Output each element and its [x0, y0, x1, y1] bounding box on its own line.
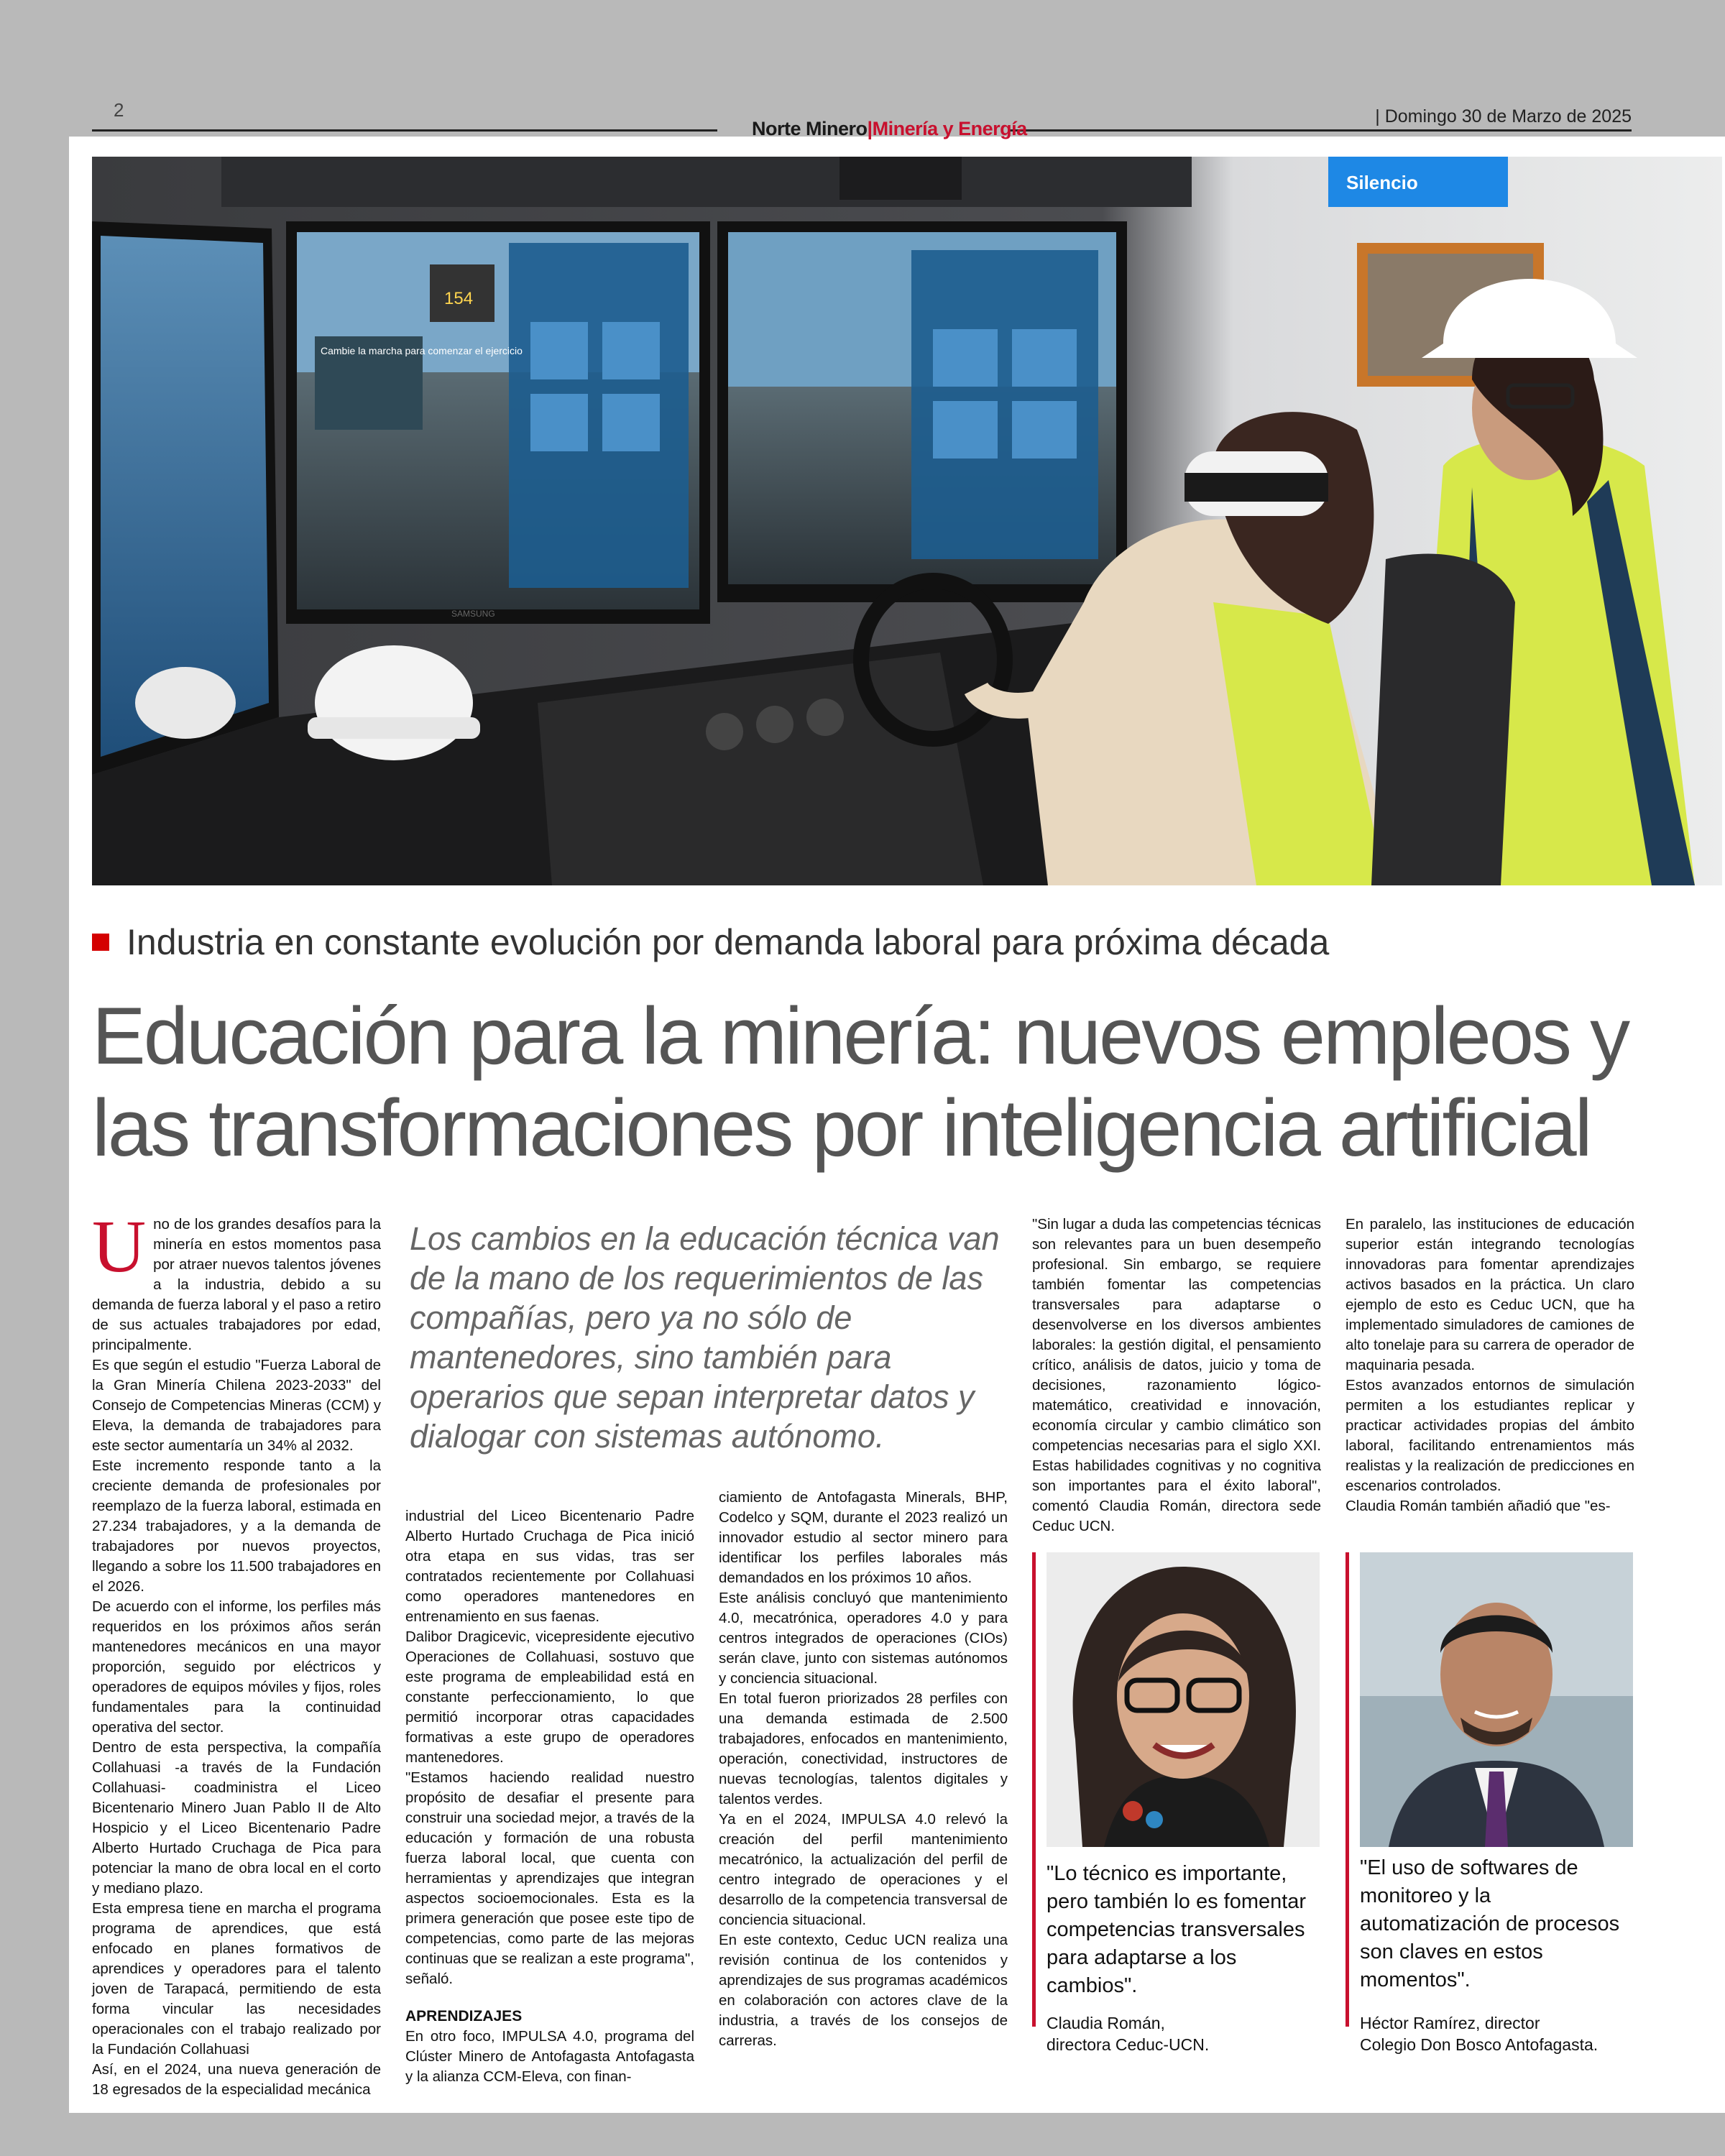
- simulator-counter: 154: [444, 289, 474, 308]
- quote-accent-bar: [1032, 1552, 1036, 2027]
- paragraph: En este contexto, Ceduc UCN realiza una revisión continua de los contenidos y aprendizajes de sus programas académicos en colaboración con actores clave de la industria, a través de los consejos de carreras.: [719, 1932, 1008, 2049]
- paragraph: En total fueron priorizados 28 perfiles con una demanda estimada de 2.500 trabajadores, enfocados en mantenimiento, operación, conectividad, instructores de nuevas tecnologías, talentos digitales y talentos verdes.: [719, 1690, 1008, 1807]
- section-subhead: APRENDIZAJES: [405, 2008, 523, 2024]
- paragraph: industrial del Liceo Bicentenario Padre Alberto Hurtado Cruchaga de Pica inició otra etapa en sus vidas, tras ser contratados recientemente por Collahuasi como operadores mantenedores en entrenamiento en sus faenas.: [405, 1508, 694, 1625]
- quote-claudia: "Lo técnico es importante, pero también lo es fomentar competencias transversales para adaptarse a los cambios".: [1046, 1862, 1307, 1997]
- paragraph: Dalibor Dragicevic, vicepresidente ejecutivo Operaciones de Collahuasi, sostuvo que este programa de empleabilidad está en constante perfeccionamiento, lo que permitió incorporar otras capacidades formativas a este grupo de operadores mantenedores.: [405, 1628, 694, 1766]
- headline: Educación para la minería: nuevos empleos y las transformaciones por inteligencia artificial: [92, 991, 1629, 1173]
- simulator-photo-illustration: [92, 157, 1722, 885]
- kicker-text: Industria en constante evolución por demanda laboral para próxima década: [126, 922, 1330, 962]
- quote-credit: [1360, 2012, 1633, 2055]
- dropcap: U: [92, 1205, 147, 1288]
- paragraph: Esta empresa tiene en marcha el programa programa de aprendices, que está enfocado en planes formativos de aprendices y operadores para el talento joven de Tarapacá, permitiendo de esta forma vincular las necesidades operacionales con el trabajo realizado por la Fundación Collahuasi: [92, 1900, 381, 2058]
- column-5: [1346, 1215, 1634, 1516]
- credit-role: Colegio Don Bosco Antofagasta.: [1360, 2035, 1598, 2054]
- column-2: [405, 1506, 694, 2087]
- column-1: [92, 1205, 381, 2100]
- header-rule-right: [1010, 129, 1632, 132]
- paragraph: Ya en el 2024, IMPULSA 4.0 relevó la creación del perfil mantenimiento mecatrónico, la actualización del perfil de centro integrado de operaciones y el desarrollo de la competencia transversal de conciencia situacional.: [719, 1811, 1008, 1928]
- paragraph: Este incremento responde tanto a la creciente demanda de profesionales por reemplazo de la fuerza laboral, estimada en 27.234 trabajadores, y a la demanda de trabajadores por nuevos proyectos, llegando a sobre los 11.500 trabajadores en el 2026.: [92, 1457, 381, 1595]
- paragraph: "Estamos haciendo realidad nuestro propósito de desafiar el presente para construir una sociedad mejor, a través de la educación y formación de una robusta fuerza laboral local, que cuenta con herramientas y aprendizajes que integran aspectos socioemocionales. Esta es la primera generación que posee este tipo de competencias, como parte de las mejoras continuas que se realizan a este programa", señaló.: [405, 1769, 694, 1987]
- simulator-screen-text: Cambie la marcha para comenzar el ejercicio: [321, 345, 523, 356]
- paragraph: Así, en el 2024, una nueva generación de 18 egresados de la especialidad mecánica: [92, 2061, 381, 2098]
- page-number: 2: [114, 99, 124, 121]
- credit-name: Héctor Ramírez, director: [1360, 2014, 1540, 2032]
- monitor-brand-label: SAMSUNG: [451, 609, 495, 619]
- paragraph: Claudia Román también añadió que "es-: [1346, 1498, 1611, 1514]
- pull-quote: Los cambios en la educación técnica van de la mano de los requerimientos de las compañías, pero ya no sólo de mantenedores, sino también para operarios que sepan interpretar datos y dialogar con sistemas autónomo.: [410, 1220, 1000, 1455]
- paragraph: En paralelo, las instituciones de educación superior están integrando tecnologías innovadoras para fomentar aprendizajes activos basados en la práctica. Un claro ejemplo de esto es Ceduc UCN, que ha implementado simuladores de camiones de alto tonelaje para su carrera de operador de maquinaria pesada.: [1346, 1216, 1634, 1373]
- masthead: [752, 118, 1027, 140]
- issue-date: | Domingo 30 de Marzo de 2025: [1375, 106, 1632, 126]
- quote-hector: "El uso de softwares de monitoreo y la automatización de procesos son claves en estos momentos".: [1360, 1856, 1620, 1991]
- portrait-photo: [1360, 1552, 1633, 1847]
- credit-role: directora Ceduc-UCN.: [1046, 2035, 1210, 2054]
- kicker-bullet-icon: [92, 934, 109, 951]
- column-3: [719, 1488, 1008, 2051]
- quote-credit: [1046, 2012, 1320, 2055]
- paragraph: Estos avanzados entornos de simulación permiten a los estudiantes replicar y practicar actividades propias del ámbito laboral, facilitando entrenamientos más realistas y la realización de predicciones en escenarios controlados.: [1346, 1377, 1634, 1494]
- main-photo: [92, 157, 1722, 885]
- credit-name: Claudia Román,: [1046, 2014, 1165, 2032]
- header-rule-left: [92, 129, 717, 132]
- publication-name: Norte Minero: [752, 118, 868, 139]
- paragraph: De acuerdo con el informe, los perfiles más requeridos en los próximos años serán mantenedores mecánicos en una mayor proporción, seguido por eléctricos y operadores de equipos móviles y fijos, roles fundamentales para la continuidad operativa del sector.: [92, 1598, 381, 1736]
- paragraph: Es que según el estudio "Fuerza Laboral de la Gran Minería Chilena 2023-2033" del Consejo de Competencias Mineras (CCM) y Eleva, la demanda de trabajadores para este sector aumentaría un 34% al 2032.: [92, 1357, 381, 1454]
- quote-accent-bar: [1346, 1552, 1349, 2027]
- paragraph: no de los grandes desafíos para la minería en estos momentos pasa por atraer nuevos talentos jóvenes a la industria, debido a su demanda de fuerza laboral y el paso a retiro de sus actuales trabajadores por edad, principalmente.: [92, 1216, 381, 1353]
- paragraph: En otro foco, IMPULSA 4.0, programa del Clúster Minero de Antofagasta Antofagasta y la alianza CCM-Eleva, con finan-: [405, 2028, 694, 2085]
- portrait-photo: [1046, 1552, 1320, 1847]
- kicker: [92, 921, 1329, 963]
- section-name: Minería y Energía: [872, 118, 1027, 139]
- paragraph: Este análisis concluyó que mantenimiento 4.0, mecatrónica, operadores 4.0 y para centros integrados de operaciones (CIOs) serán clave, junto con sistemas autónomos y conciencia situacional.: [719, 1590, 1008, 1687]
- column-4: [1032, 1215, 1321, 1537]
- masthead-separator: |: [867, 118, 873, 139]
- paragraph: ciamiento de Antofagasta Minerals, BHP, Codelco y SQM, durante el 2023 realizó un innovador estudio al sector minero para identificar los perfiles laborales más demandados en los próximos 10 años.: [719, 1489, 1008, 1586]
- paragraph: Dentro de esta perspectiva, la compañía Collahuasi -a través de la Fundación Collahuasi- coadministra el Liceo Bicentenario Minero Juan Pablo II de Alto Hospicio y el Liceo Bicentenario Padre Alberto Hurtado Cruchaga de Pica para potenciar la mano de obra local en el corto y mediano plazo.: [92, 1739, 381, 1897]
- paragraph: "Sin lugar a duda las competencias técnicas son relevantes para un buen desempeño profesional. Sin embargo, se requiere también fomentar las competencias transversales para adaptarse o desenvolverse en los diversos ambientes laborales: la gestión digital, el pensamiento crítico, análisis de datos, juicio y toma de decisiones, razonamiento lógico-matemático, creatividad e innovación, economía circular y cambio climático son competencias necesarias para el siglo XXI. Estas habilidades cognitivas y no cognitiva son importantes para el éxito laboral", comentó Claudia Román, directora sede Ceduc UCN.: [1032, 1216, 1321, 1534]
- silencio-sign: Silencio: [1346, 172, 1418, 193]
